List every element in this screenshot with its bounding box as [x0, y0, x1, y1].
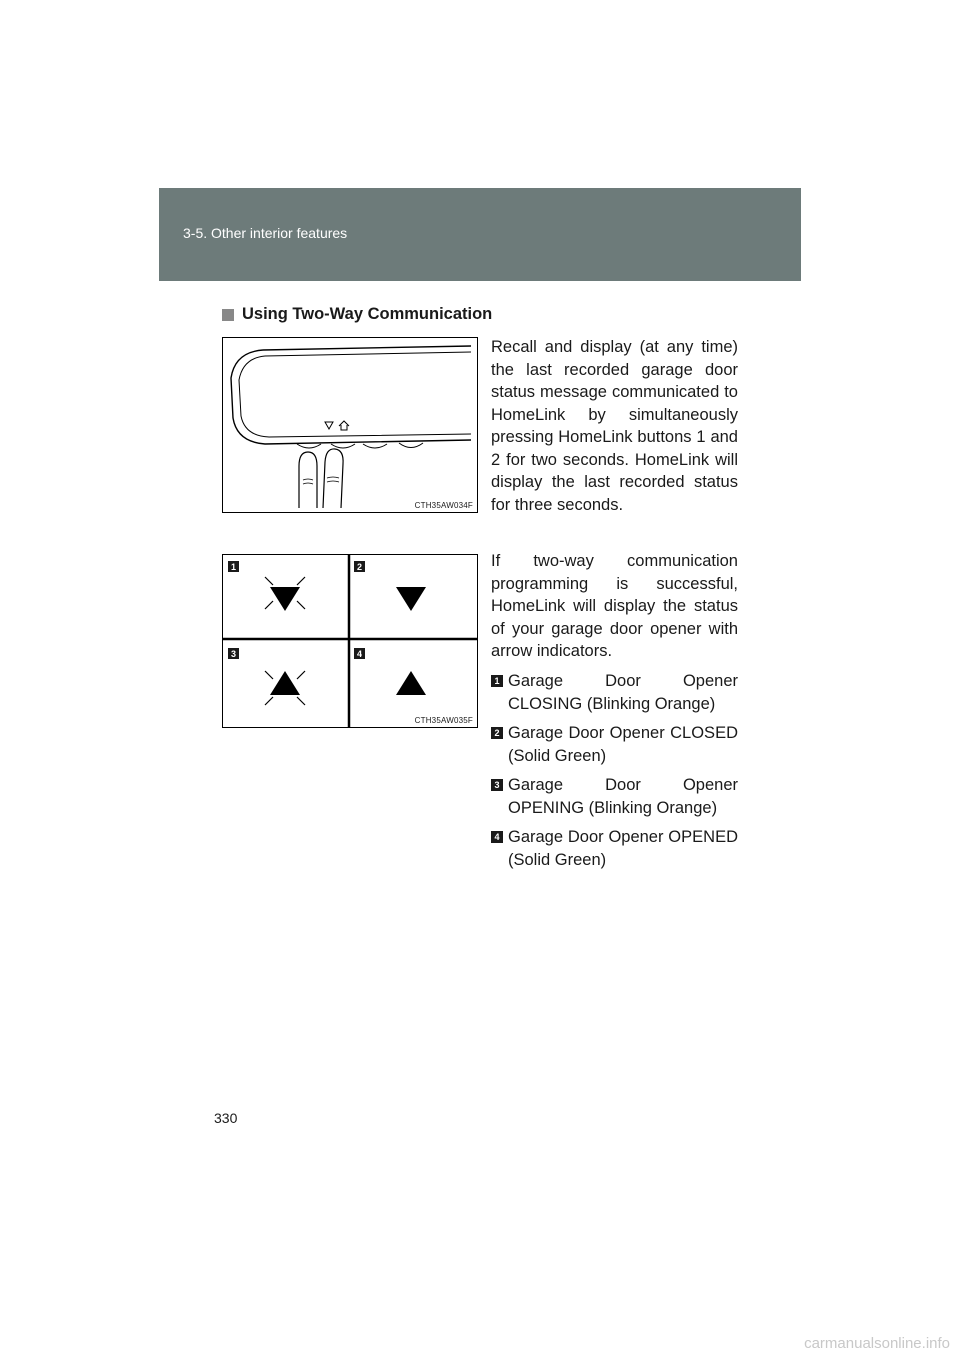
page-number: 330: [214, 1110, 238, 1126]
solid-up-arrow-icon: [396, 671, 426, 695]
section-heading: [222, 305, 492, 324]
quadrant-label-3: 3: [230, 649, 237, 659]
square-bullet-icon: [222, 309, 234, 321]
number-badge: 4: [491, 831, 503, 843]
watermark: carmanualsonline.info: [804, 1335, 950, 1352]
heading-text: Using Two-Way Communication: [242, 305, 493, 323]
list-item: [491, 774, 738, 819]
list-item: [491, 826, 738, 871]
arrow-indicator-grid: [223, 555, 477, 727]
number-badge: 2: [491, 727, 503, 739]
list-item: [491, 722, 738, 767]
recall-paragraph: Recall and display (at any time) the last recorded garage door status message communicated to HomeLink by simultaneously pressing HomeLink buttons 1 and 2 for two seconds. HomeLink will display the last recorded status for three seconds.: [491, 338, 738, 514]
rearview-mirror-illustration: [223, 338, 477, 512]
arrow-indicators-figure: [222, 554, 478, 728]
number-badge: 1: [491, 675, 503, 687]
section-title: 3-5. Other interior features: [183, 225, 348, 241]
status-list: [491, 670, 738, 878]
list-item-text: Garage Door Opener CLOSED (Solid Green): [508, 724, 738, 765]
number-badge: 3: [491, 779, 503, 791]
mirror-figure: [222, 337, 478, 513]
figure-code: CTH35AW035F: [414, 716, 473, 725]
quadrant-label-4: 4: [356, 649, 363, 659]
solid-down-arrow-icon: [396, 587, 426, 611]
figure-code: CTH35AW034F: [414, 501, 473, 510]
list-item: [491, 670, 738, 715]
header-band: [159, 188, 801, 281]
quadrant-label-1: 1: [230, 562, 237, 572]
blinking-down-arrow-icon: [265, 577, 305, 611]
blinking-up-arrow-icon: [265, 671, 305, 705]
quadrant-label-2: 2: [356, 562, 363, 572]
success-paragraph: If two-way communication programming is successful, HomeLink will display the status of your garage door opener with arrow indicators.: [491, 552, 738, 660]
list-item-text: Garage Door Opener CLOSING (Blinking Orange): [508, 672, 738, 713]
list-item-text: Garage Door Opener OPENED (Solid Green): [508, 828, 738, 869]
list-item-text: Garage Door Opener OPENING (Blinking Orange): [508, 776, 738, 817]
